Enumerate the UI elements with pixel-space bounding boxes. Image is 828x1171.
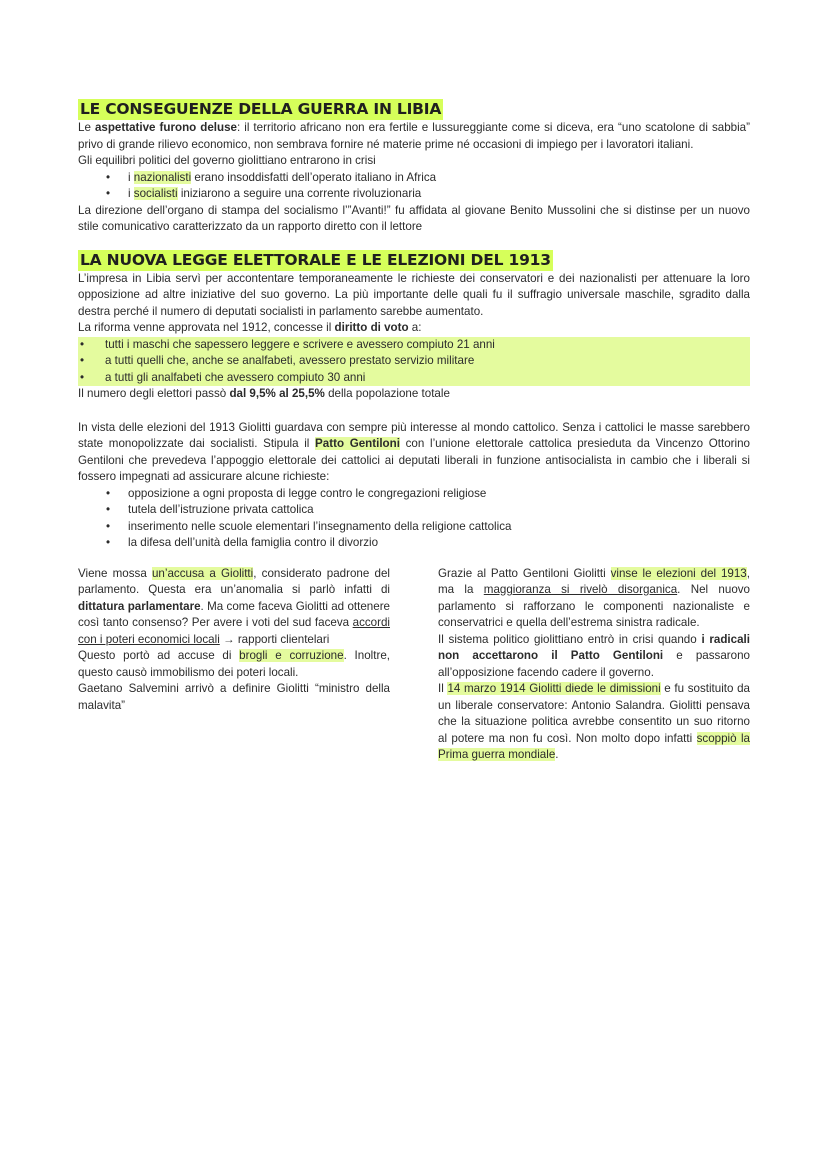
text: Le [78, 121, 95, 134]
text: . [555, 748, 559, 761]
text: erano insoddisfatti dell’operato italiano in Africa [191, 170, 437, 184]
paragraph-fraud [78, 648, 390, 681]
list-item [78, 170, 750, 187]
text: Grazie al Patto Gentiloni Giolitti [438, 566, 611, 580]
text: a: [408, 321, 422, 334]
section-title-electoral-law: LA NUOVA LEGGE ELETTORALE E LE ELEZIONI DEL 1913 [80, 250, 551, 269]
list-item: • a tutti quelli che, anche se analfabeti, avessero prestato servizio militare [78, 353, 750, 370]
bold-text: aspettative furono deluse [94, 121, 237, 134]
bold-text: dal 9,5% al 25,5% [229, 387, 325, 400]
bold-text: i radicali non accettarono il Patto Gentiloni [438, 632, 750, 662]
paragraph-elections-1913 [438, 566, 750, 632]
text: . Ma come faceva Giolitti ad ottenere così tanto consenso? Per avere i voti del sud faceva [78, 599, 390, 629]
text: . Inoltre, questo causò immobilismo dei poteri locali. [78, 649, 390, 679]
paragraph-voters [78, 386, 750, 403]
paragraph-libya-enterprise: L’impresa in Libia servì per accontentare temporaneamente le richieste dei conservatori e dei nazionalisti per attenuare la loro opposizione ad altre iniziative del suo governo. La più importante delle quali fu il suffragio universale maschile, sgradito dalla destra perché il numero di deputati socialisti in parlamento sarebbe aumentato. [78, 271, 750, 318]
list-item: • tutela dell’istruzione privata cattolica [78, 502, 750, 519]
text: iniziarono a seguire una corrente rivoluzionaria [177, 187, 422, 200]
text: con l’unione elettorale cattolica presieduta da Vincenzo Ottorino Gentiloni che prevedeva l’appoggio elettorale dei cattolici ai deputati liberali in funzione antisocialista in cambio che i liberali si fossero impegnati ad assicurare alcune richieste: [78, 437, 750, 483]
highlight: Patto Gentiloni [315, 437, 400, 450]
section-title-libya: LE CONSEGUENZE DELLA GUERRA IN LIBIA [80, 100, 442, 118]
highlight: brogli e corruzione [239, 649, 344, 662]
text: Il numero degli elettori passò [78, 387, 230, 400]
highlight: nazionalisti [133, 170, 192, 184]
bold-text: dittatura parlamentare [78, 599, 201, 613]
paragraph-accusation [78, 566, 390, 649]
vote-list [78, 337, 750, 387]
list-item: • tutti i maschi che sapessero leggere e scrivere e avessero compiuto 21 anni [78, 337, 750, 354]
spacer [78, 403, 750, 420]
text: . Nel nuovo parlamento si rafforzano le componenti nazionaliste e conservatrici e quella dell’estrema sinistra radicale. [438, 583, 751, 629]
paragraph-reform [78, 320, 750, 337]
paragraph-resignation [438, 681, 750, 764]
highlight: vinse le elezioni del 1913 [610, 566, 747, 580]
notes-content [78, 99, 750, 764]
list-item [78, 186, 750, 203]
text: i [128, 187, 134, 200]
text: e fu sostituito da un liberale conservatore: Antonio Salandra. Giolitti pensava che la situazione politica avrebbe consentito un suo ritorno al potere ma non fu così. Non molto dopo infatti [438, 682, 750, 745]
paragraph-expectations [78, 120, 750, 153]
highlight: scoppiò la Prima guerra mondiale [438, 731, 750, 761]
text: i [128, 170, 134, 184]
paragraph-salvemini: Gaetano Salvemini arrivò a definire Giolitti “ministro della malavita” [78, 682, 390, 712]
bold-text: diritto di voto [334, 321, 409, 334]
highlight: un’accusa a Giolitti [151, 566, 254, 580]
text: La riforma venne approvata nel 1912, concesse il [78, 321, 335, 334]
left-column [78, 566, 390, 764]
paragraph-political-balance: Gli equilibri politici del governo giolittiano entrarono in crisi [78, 154, 376, 167]
right-column [438, 566, 750, 764]
paragraph-crisis [438, 632, 750, 682]
text: : il territorio africano non era fertile e lussureggiante come si diceva, era “uno scatolone di sabbia” privo di grande rilievo economico, non sembrava fornire né materie prime né occasioni di impiego per i lavoratori italiani. [78, 121, 750, 151]
list-item: • la difesa dell’unità della famiglia contro il divorzio [78, 535, 750, 552]
underlined-text: accordi con i poteri economici locali [78, 616, 390, 646]
text: Questo portò ad accuse di [78, 649, 240, 662]
text: , ma la [438, 566, 750, 596]
list-item: • a tutti gli analfabeti che avessero compiuto 30 anni [78, 370, 750, 387]
list-item: • inserimento nelle scuole elementari l’insegnamento della religione cattolica [78, 519, 750, 536]
paragraph-avanti: La direzione dell’organo di stampa del socialismo l’”Avanti!” fu affidata al giovane Benito Mussolini che si distinse per un nuovo stile comunicativo caratterizzato da un rapporto diretto con il lettore [78, 203, 750, 233]
paragraph-patto-gentiloni [78, 420, 750, 486]
highlight: 14 marzo 1914 Giolitti diede le dimissioni [447, 682, 661, 695]
text: Il [438, 682, 448, 695]
text: e passarono all’opposizione facendo cadere il governo. [438, 649, 750, 679]
text: Viene mossa [78, 566, 152, 580]
text: Il sistema politico giolittiano entrò in crisi quando [438, 632, 702, 646]
text: , considerato padrone del parlamento. Questa era un’anomalia si parlò infatti di [78, 566, 390, 596]
text: In vista delle elezioni del 1913 Giolitti guardava con sempre più interesse al mondo cattolico. Senza i cattolici le masse sarebbero state monopolizzate dai socialisti. Stipula il [78, 420, 750, 450]
two-column-block [78, 566, 750, 764]
highlight: socialisti [133, 187, 178, 200]
requests-list [78, 486, 750, 552]
crisis-list [78, 170, 750, 203]
text: della popolazione totale [324, 387, 450, 400]
list-item: • opposizione a ogni proposta di legge contro le congregazioni religiose [78, 486, 750, 503]
text: → rapporti clientelari [219, 632, 330, 646]
underlined-text: maggioranza si rivelò disorganica [483, 583, 678, 596]
